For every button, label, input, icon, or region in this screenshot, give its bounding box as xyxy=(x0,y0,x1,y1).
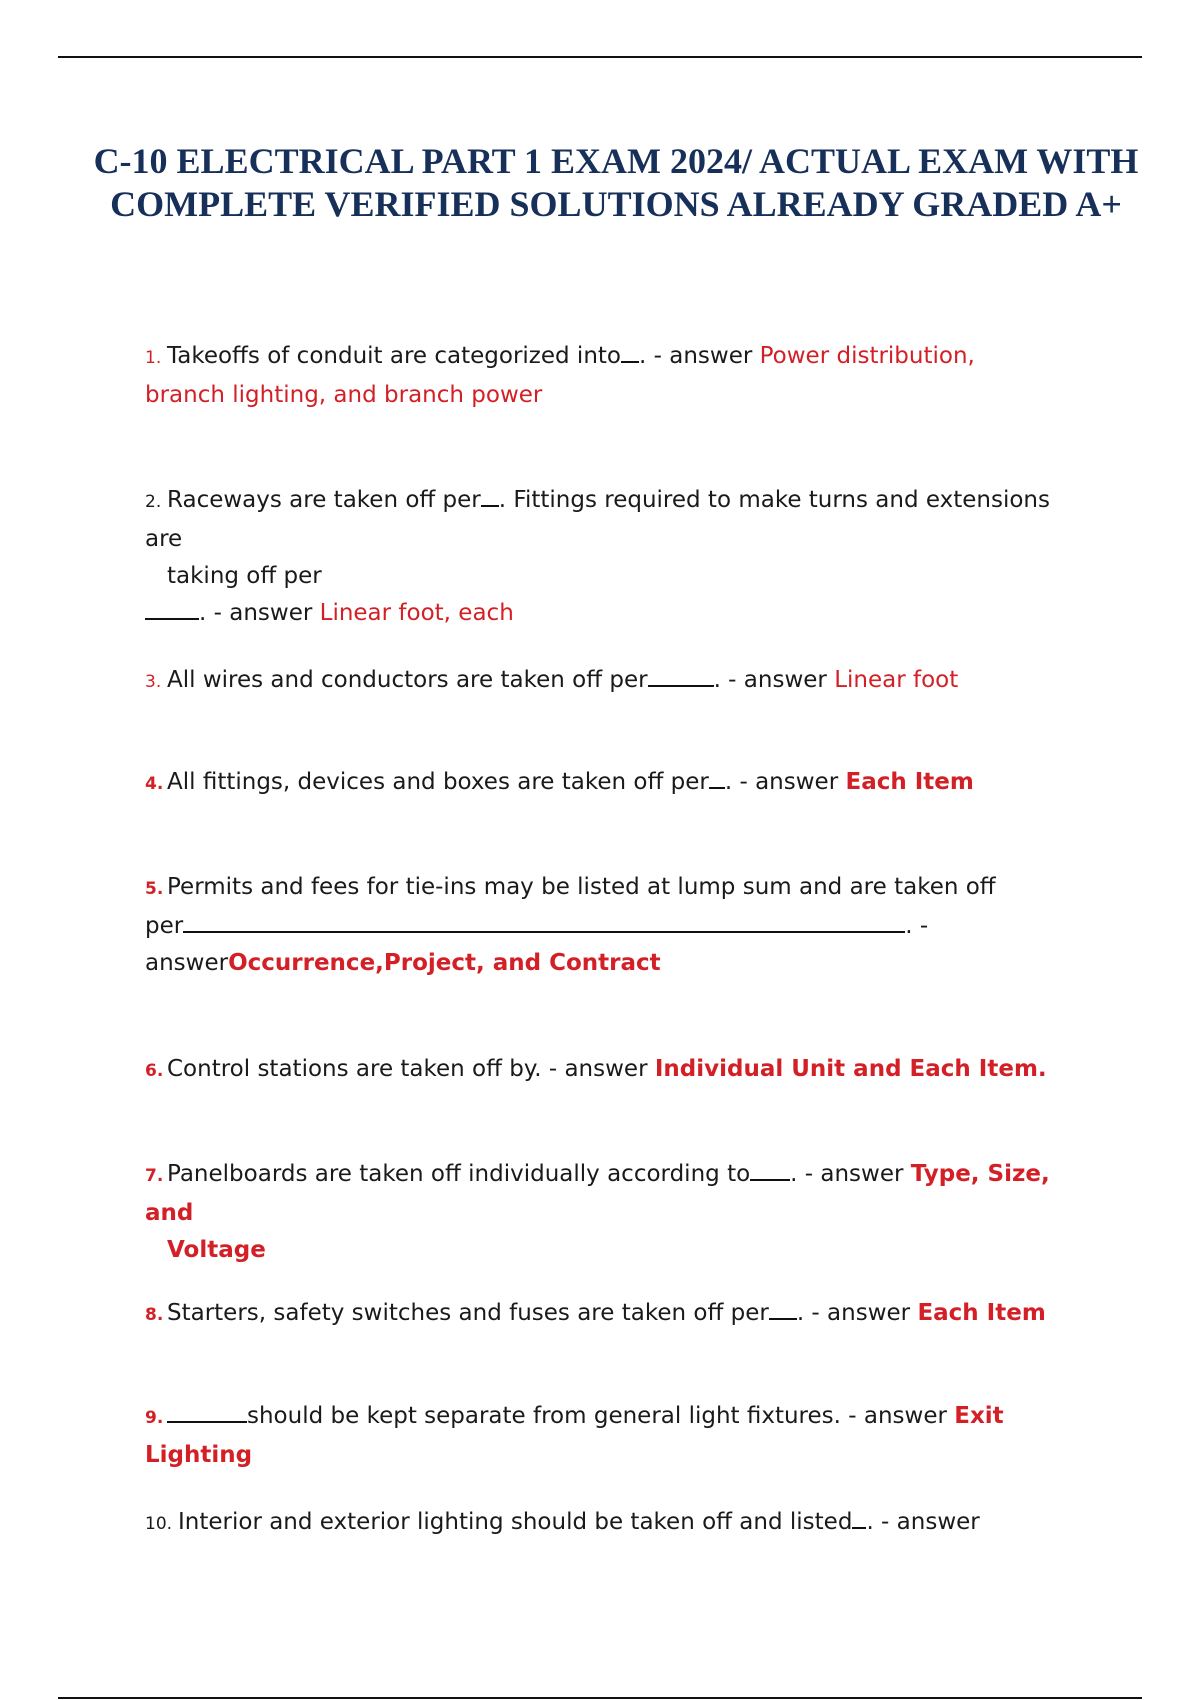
answer-blank xyxy=(852,1507,866,1529)
question-text-suffix: . - answer xyxy=(724,769,846,795)
question-1 xyxy=(145,338,1085,414)
answer-text-continued: Voltage xyxy=(167,1237,266,1263)
question-number: 2. xyxy=(145,492,162,512)
question-8 xyxy=(145,1295,1085,1334)
answer-text: Each Item xyxy=(845,769,974,795)
question-text-suffix: . - answer xyxy=(639,343,760,369)
question-text-suffix: . - answer xyxy=(713,667,835,693)
question-text: Raceways are taken off per xyxy=(167,487,481,513)
question-3 xyxy=(145,662,1085,701)
question-number: 9. xyxy=(145,1408,164,1428)
question-4 xyxy=(145,764,1085,803)
question-text-suffix: . - answer xyxy=(534,1056,655,1082)
answer-text: Occurrence,Project, and Contract xyxy=(228,950,661,976)
question-text-suffix: . - answer xyxy=(796,1300,918,1326)
question-text-suffix: . Fittings required to make turns and extensions are xyxy=(145,487,1050,552)
question-text: Control stations are taken off by xyxy=(167,1056,535,1082)
answer-blank xyxy=(145,598,199,620)
question-number: 1. xyxy=(145,348,162,368)
answer-text: Type, Size, and xyxy=(145,1161,1050,1226)
answer-blank xyxy=(167,1401,247,1423)
question-text: All wires and conductors are taken off per xyxy=(167,667,648,693)
question-7 xyxy=(145,1156,1085,1269)
question-text: Permits and fees for tie-ins may be listed at lump sum and are taken off xyxy=(167,874,996,900)
question-number: 10. xyxy=(145,1514,173,1534)
question-text-suffix: . - xyxy=(905,913,929,939)
answer-text: Linear foot xyxy=(834,667,959,693)
question-number: 3. xyxy=(145,672,162,692)
question-number: 5. xyxy=(145,879,164,899)
answer-blank xyxy=(648,665,714,687)
answer-blank xyxy=(709,767,725,789)
answer-text: Linear foot, each xyxy=(319,600,514,626)
question-2 xyxy=(145,482,1085,632)
answer-prefix: answer xyxy=(145,950,229,976)
question-text-suffix: . - answer xyxy=(199,600,320,626)
question-text: All fittings, devices and boxes are taken off per xyxy=(167,769,709,795)
page-title: C-10 ELECTRICAL PART 1 EXAM 2024/ ACTUAL EXAM WITH COMPLETE VERIFIED SOLUTIONS ALREADY GRADED A+ xyxy=(93,141,1139,224)
question-number: 8. xyxy=(145,1305,164,1325)
answer-text: Individual Unit and Each Item. xyxy=(654,1056,1047,1082)
question-text-continued: taking off per xyxy=(167,563,322,589)
answer-blank xyxy=(621,341,639,363)
question-number: 6. xyxy=(145,1061,164,1081)
answer-blank xyxy=(481,485,499,507)
question-text: Panelboards are taken off individually according to xyxy=(167,1161,751,1187)
answer-blank xyxy=(750,1159,790,1181)
question-9 xyxy=(145,1398,1085,1474)
question-text-suffix: . - answer xyxy=(790,1161,911,1187)
bottom-rule xyxy=(58,1697,1142,1699)
answer-blank xyxy=(183,911,905,933)
question-text-continued: per xyxy=(145,913,184,939)
question-text: Starters, safety switches and fuses are taken off per xyxy=(167,1300,769,1326)
question-text-suffix: . - answer xyxy=(866,1509,980,1535)
question-text: Interior and exterior lighting should be taken off and listed xyxy=(178,1509,853,1535)
question-6 xyxy=(145,1051,1085,1090)
question-text: Takeoffs of conduit are categorized into xyxy=(167,343,621,369)
answer-text: Exit Lighting xyxy=(145,1403,1004,1468)
answer-text: Power distribution, xyxy=(759,343,975,369)
answer-blank xyxy=(769,1298,797,1320)
answer-text-continued: branch lighting, and branch power xyxy=(145,382,543,408)
top-rule xyxy=(58,56,1142,58)
answer-text: Each Item xyxy=(917,1300,1046,1326)
question-5 xyxy=(145,869,1085,982)
question-text: should be kept separate from general light fixtures. - answer xyxy=(247,1403,955,1429)
question-number: 4. xyxy=(145,774,164,794)
question-10 xyxy=(145,1504,1085,1543)
question-number: 7. xyxy=(145,1166,164,1186)
